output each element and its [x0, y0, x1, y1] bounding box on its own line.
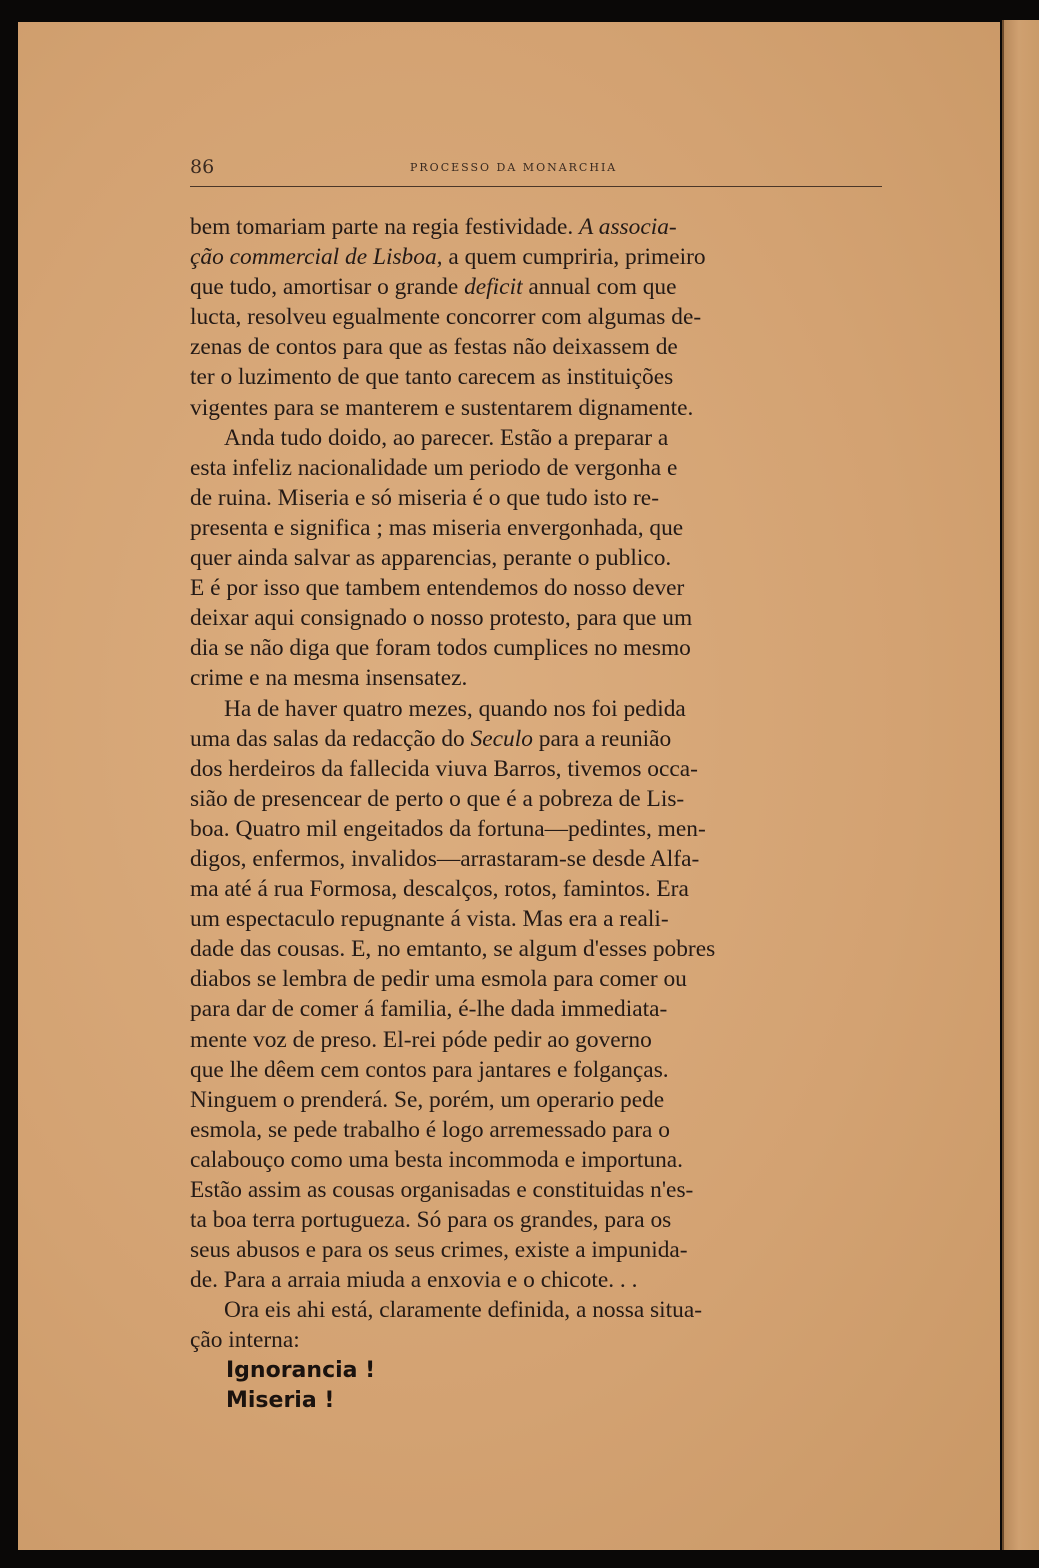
text-line: um espectaculo repugnante á vista. Mas era a reali-: [190, 906, 669, 933]
text-line: deixar aqui consignado o nosso protesto, para que um: [190, 605, 693, 632]
text-line: digos, enfermos, invalidos—arrastaram-se desde Alfa-: [190, 845, 700, 872]
page-header: [190, 156, 860, 178]
body-text: [190, 212, 866, 1416]
text-line: seus abusos e para os seus crimes, existe a impunida-: [190, 1237, 688, 1264]
text-line: uma das salas da redacção do Seculo para a reunião: [190, 725, 672, 752]
text-line: mente voz de preso. El-rei póde pedir ao governo: [190, 1026, 652, 1053]
text-line: Estão assim as cousas organisadas e constituidas n'es-: [190, 1177, 694, 1203]
text-line: dia se não diga que foram todos cumplices no mesmo: [190, 635, 691, 662]
text-line: ção commercial de Lisboa, a quem cumpriria, primeiro: [190, 244, 706, 271]
text-line: ta boa terra portugueza. Só para os grandes, para os: [190, 1207, 672, 1234]
text-line: esmola, se pede trabalho é logo arremessado para o: [190, 1116, 670, 1143]
italic-text: A associa-: [579, 214, 677, 240]
text-line: ter o luzimento de que tanto carecem as instituições: [190, 364, 674, 391]
text-line: ção interna:: [190, 1327, 300, 1354]
italic-text: ção commercial de Lisboa,: [190, 244, 443, 271]
text-line: vigentes para se manterem e sustentarem dignamente.: [190, 394, 694, 421]
text-line: ma até á rua Formosa, descalços, rotos, famintos. Era: [190, 876, 689, 903]
text-line: zenas de contos para que as festas não deixassem de: [190, 334, 678, 361]
text-line: sião de presencear de perto o que é a pobreza de Lis-: [190, 785, 685, 812]
page-number: 86: [190, 156, 215, 178]
text-line: lucta, resolveu egualmente concorrer com algumas de-: [190, 304, 702, 331]
text-line: quer ainda salvar as apparencias, perante o publico.: [190, 545, 672, 572]
adjacent-page-edge: [1002, 20, 1039, 1550]
text-line: Anda tudo doido, ao parecer. Estão a preparar a: [224, 424, 669, 451]
text-line: que tudo, amortisar o grande deficit annual com que: [190, 274, 677, 301]
exclamation-line: Miseria !: [226, 1387, 335, 1413]
italic-text: Seculo: [470, 725, 533, 752]
text-line: Ninguem o prenderá. Se, porém, um operario pede: [190, 1086, 665, 1113]
header-rule: [190, 186, 882, 187]
text-line: crime e na mesma insensatez.: [190, 665, 468, 692]
text-line: de. Para a arraia miuda a enxovia e o chicote. . .: [190, 1267, 638, 1294]
text-line: Ha de haver quatro mezes, quando nos foi pedida: [224, 695, 686, 722]
text-line: que lhe dêem cem contos para jantares e folganças.: [190, 1056, 669, 1083]
text-line: Ora eis ahi está, claramente definida, a nossa situa-: [224, 1297, 703, 1324]
text-line: de ruina. Miseria e só miseria é o que tudo isto re-: [190, 484, 659, 511]
text-line: presenta e significa ; mas miseria envergonhada, que: [190, 514, 684, 541]
italic-text: deficit: [464, 274, 523, 301]
text-line: dade das cousas. E, no emtanto, se algum d'esses pobres: [190, 936, 716, 963]
text-line: para dar de comer á familia, é-lhe dada immediata-: [190, 996, 668, 1023]
text-line: esta infeliz nacionalidade um periodo de vergonha e: [190, 454, 678, 481]
text-line: dos herdeiros da fallecida viuva Barros, tivemos occa-: [190, 755, 698, 782]
text-line: bem tomariam parte na regia festividade. A associa-: [190, 214, 677, 240]
text-line: boa. Quatro mil engeitados da fortuna—pedintes, men-: [190, 815, 706, 842]
text-line: calabouço como uma besta incommoda e importuna.: [190, 1146, 683, 1173]
text-line: E é por isso que tambem entendemos do nosso dever: [190, 575, 685, 602]
text-line: diabos se lembra de pedir uma esmola para comer ou: [190, 966, 687, 993]
exclamation-line: Ignorancia !: [226, 1357, 376, 1383]
running-title: PROCESSO DA MONARCHIA: [410, 161, 618, 174]
